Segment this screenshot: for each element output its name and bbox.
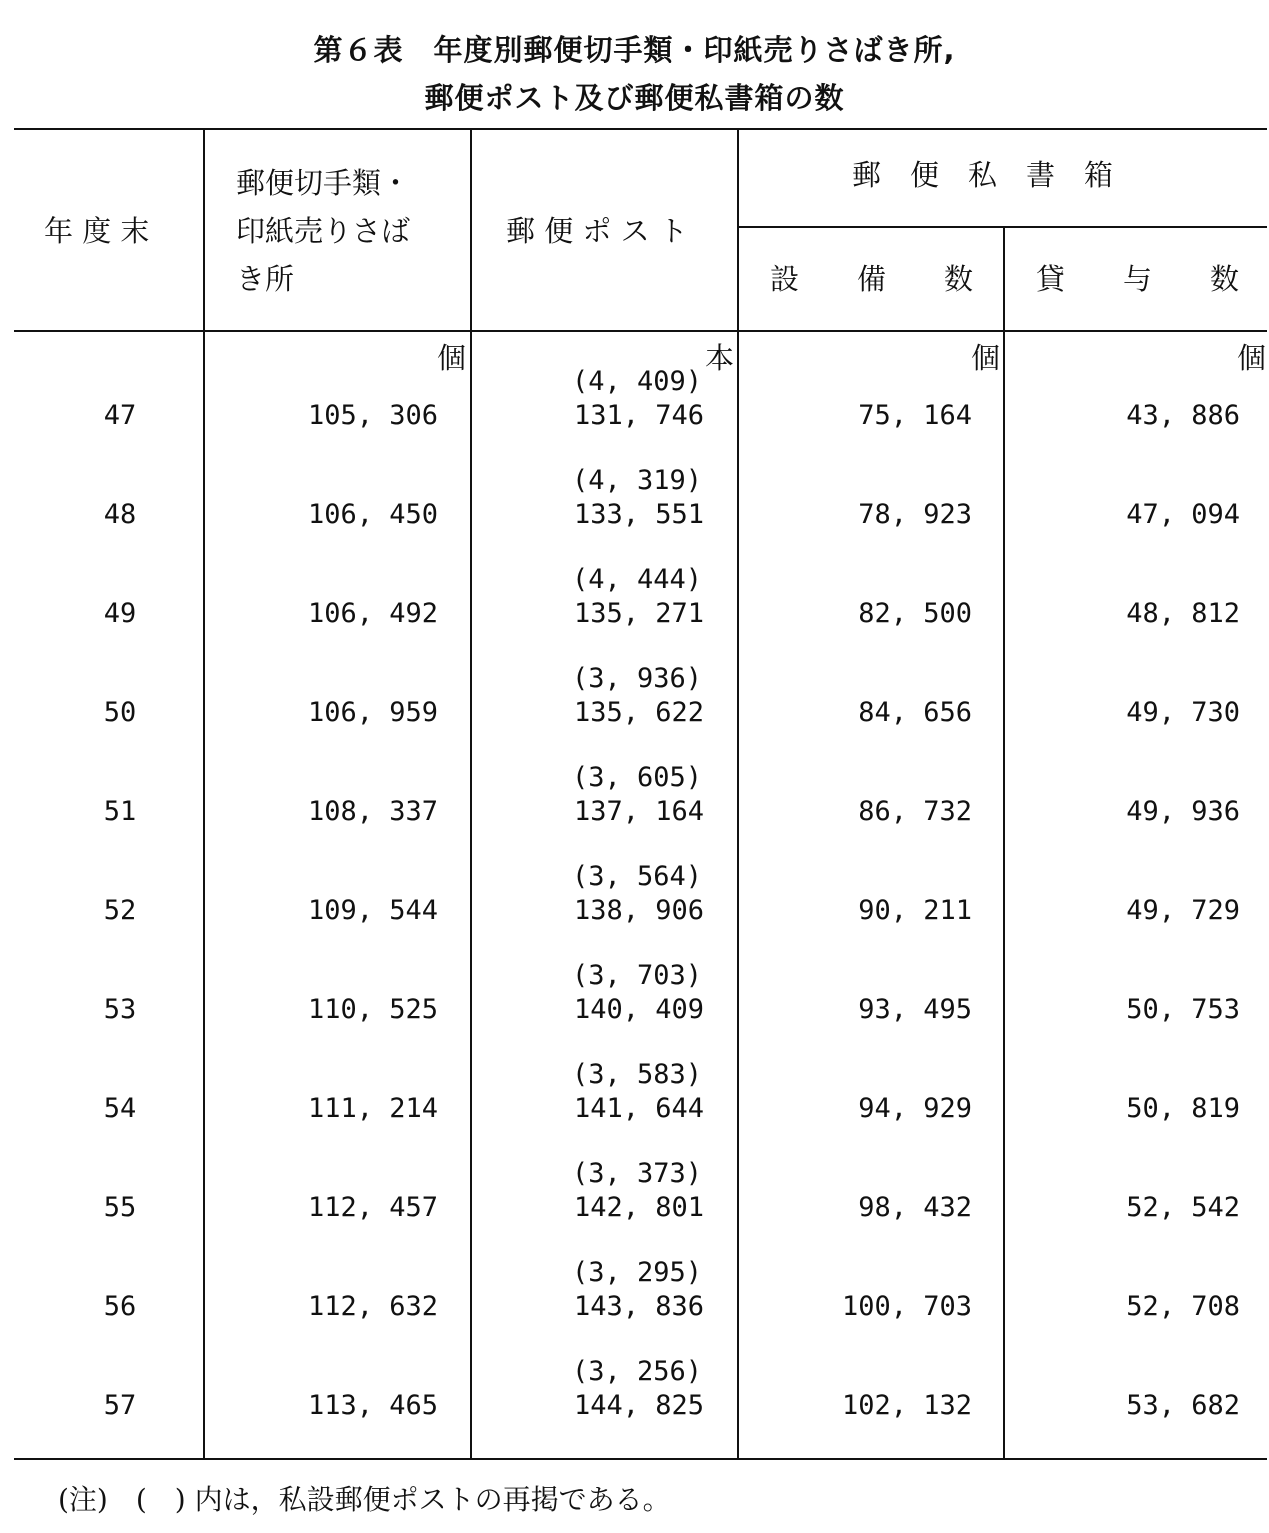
cell-installed: 82, 500 xyxy=(858,598,972,629)
cell-stamp: 106, 959 xyxy=(307,697,438,728)
cell-private-postbox: (3, 564) xyxy=(571,861,702,892)
cell-lent: 53, 682 xyxy=(1126,1390,1240,1421)
cell-lent: 47, 094 xyxy=(1126,499,1240,530)
col-divider-3 xyxy=(737,128,739,1458)
cell-year: 56 xyxy=(103,1291,137,1322)
col-divider-4 xyxy=(1003,226,1005,1458)
cell-postbox: 141, 644 xyxy=(573,1093,704,1124)
cell-year: 48 xyxy=(103,499,137,530)
cell-lent: 50, 819 xyxy=(1126,1093,1240,1124)
cell-postbox: 140, 409 xyxy=(573,994,704,1025)
cell-stamp: 106, 492 xyxy=(307,598,438,629)
cell-lent: 50, 753 xyxy=(1126,994,1240,1025)
cell-lent: 52, 542 xyxy=(1126,1192,1240,1223)
col-divider-2 xyxy=(470,128,472,1458)
pobox-sub-rule xyxy=(737,226,1267,228)
cell-postbox: 133, 551 xyxy=(573,499,704,530)
cell-year: 52 xyxy=(103,895,137,926)
cell-postbox: 142, 801 xyxy=(573,1192,704,1223)
cell-stamp: 111, 214 xyxy=(307,1093,438,1124)
header-bottom-rule xyxy=(14,330,1267,332)
cell-year: 51 xyxy=(103,796,137,827)
header-stamp-line2: 印紙売りさば xyxy=(236,214,411,248)
header-stamp-line3: き所 xyxy=(236,262,295,296)
cell-installed: 98, 432 xyxy=(858,1192,972,1223)
cell-lent: 49, 730 xyxy=(1126,697,1240,728)
cell-year: 57 xyxy=(103,1390,137,1421)
cell-installed: 86, 732 xyxy=(858,796,972,827)
cell-stamp: 106, 450 xyxy=(307,499,438,530)
unit-installed: 個 xyxy=(970,341,1000,375)
header-postbox: 郵 便 ポ ス ト xyxy=(506,214,688,248)
cell-stamp: 109, 544 xyxy=(307,895,438,926)
cell-stamp: 110, 525 xyxy=(307,994,438,1025)
table-title-line2: 郵便ポスト及び郵便私書箱の数 xyxy=(424,81,845,115)
cell-postbox: 131, 746 xyxy=(573,400,704,431)
cell-private-postbox: (3, 583) xyxy=(571,1059,702,1090)
bottom-rule xyxy=(14,1458,1267,1460)
cell-year: 55 xyxy=(103,1192,137,1223)
unit-stamp: 個 xyxy=(436,341,466,375)
header-stamp-line1: 郵便切手類・ xyxy=(236,166,411,200)
header-installed: 設 備 数 xyxy=(770,262,974,296)
cell-private-postbox: (3, 256) xyxy=(571,1356,702,1387)
cell-private-postbox: (4, 444) xyxy=(571,564,702,595)
cell-postbox: 137, 164 xyxy=(573,796,704,827)
cell-stamp: 112, 632 xyxy=(307,1291,438,1322)
cell-installed: 90, 211 xyxy=(858,895,972,926)
cell-installed: 78, 923 xyxy=(858,499,972,530)
header-year: 年 度 末 xyxy=(44,214,150,248)
cell-private-postbox: (4, 409) xyxy=(571,366,702,397)
cell-year: 47 xyxy=(103,400,137,431)
cell-lent: 52, 708 xyxy=(1126,1291,1240,1322)
cell-stamp: 113, 465 xyxy=(307,1390,438,1421)
table-title-line1: 第６表 年度別郵便切手類・印紙売りさばき所, xyxy=(313,33,956,67)
cell-postbox: 143, 836 xyxy=(573,1291,704,1322)
cell-installed: 100, 703 xyxy=(841,1291,972,1322)
cell-lent: 49, 729 xyxy=(1126,895,1240,926)
cell-installed: 102, 132 xyxy=(841,1390,972,1421)
top-rule xyxy=(14,128,1267,130)
cell-postbox: 144, 825 xyxy=(573,1390,704,1421)
cell-lent: 43, 886 xyxy=(1126,400,1240,431)
cell-private-postbox: (3, 295) xyxy=(571,1257,702,1288)
unit-lent: 個 xyxy=(1236,341,1266,375)
cell-postbox: 135, 622 xyxy=(573,697,704,728)
cell-year: 49 xyxy=(103,598,137,629)
cell-postbox: 138, 906 xyxy=(573,895,704,926)
header-pobox: 郵 便 私 書 箱 xyxy=(852,158,1114,192)
footnote: (注) ( ) 内は，私設郵便ポストの再掲である。 xyxy=(58,1483,671,1516)
cell-installed: 84, 656 xyxy=(858,697,972,728)
cell-stamp: 105, 306 xyxy=(307,400,438,431)
cell-stamp: 108, 337 xyxy=(307,796,438,827)
cell-lent: 48, 812 xyxy=(1126,598,1240,629)
cell-private-postbox: (3, 936) xyxy=(571,663,702,694)
cell-year: 53 xyxy=(103,994,137,1025)
cell-stamp: 112, 457 xyxy=(307,1192,438,1223)
cell-year: 50 xyxy=(103,697,137,728)
cell-private-postbox: (3, 605) xyxy=(571,762,702,793)
cell-private-postbox: (4, 319) xyxy=(571,465,702,496)
cell-installed: 94, 929 xyxy=(858,1093,972,1124)
cell-installed: 75, 164 xyxy=(858,400,972,431)
unit-postbox: 本 xyxy=(704,341,734,375)
cell-private-postbox: (3, 703) xyxy=(571,960,702,991)
cell-private-postbox: (3, 373) xyxy=(571,1158,702,1189)
header-lent: 貸 与 数 xyxy=(1036,262,1240,296)
cell-postbox: 135, 271 xyxy=(573,598,704,629)
cell-year: 54 xyxy=(103,1093,137,1124)
cell-installed: 93, 495 xyxy=(858,994,972,1025)
cell-lent: 49, 936 xyxy=(1126,796,1240,827)
col-divider-1 xyxy=(203,128,205,1458)
